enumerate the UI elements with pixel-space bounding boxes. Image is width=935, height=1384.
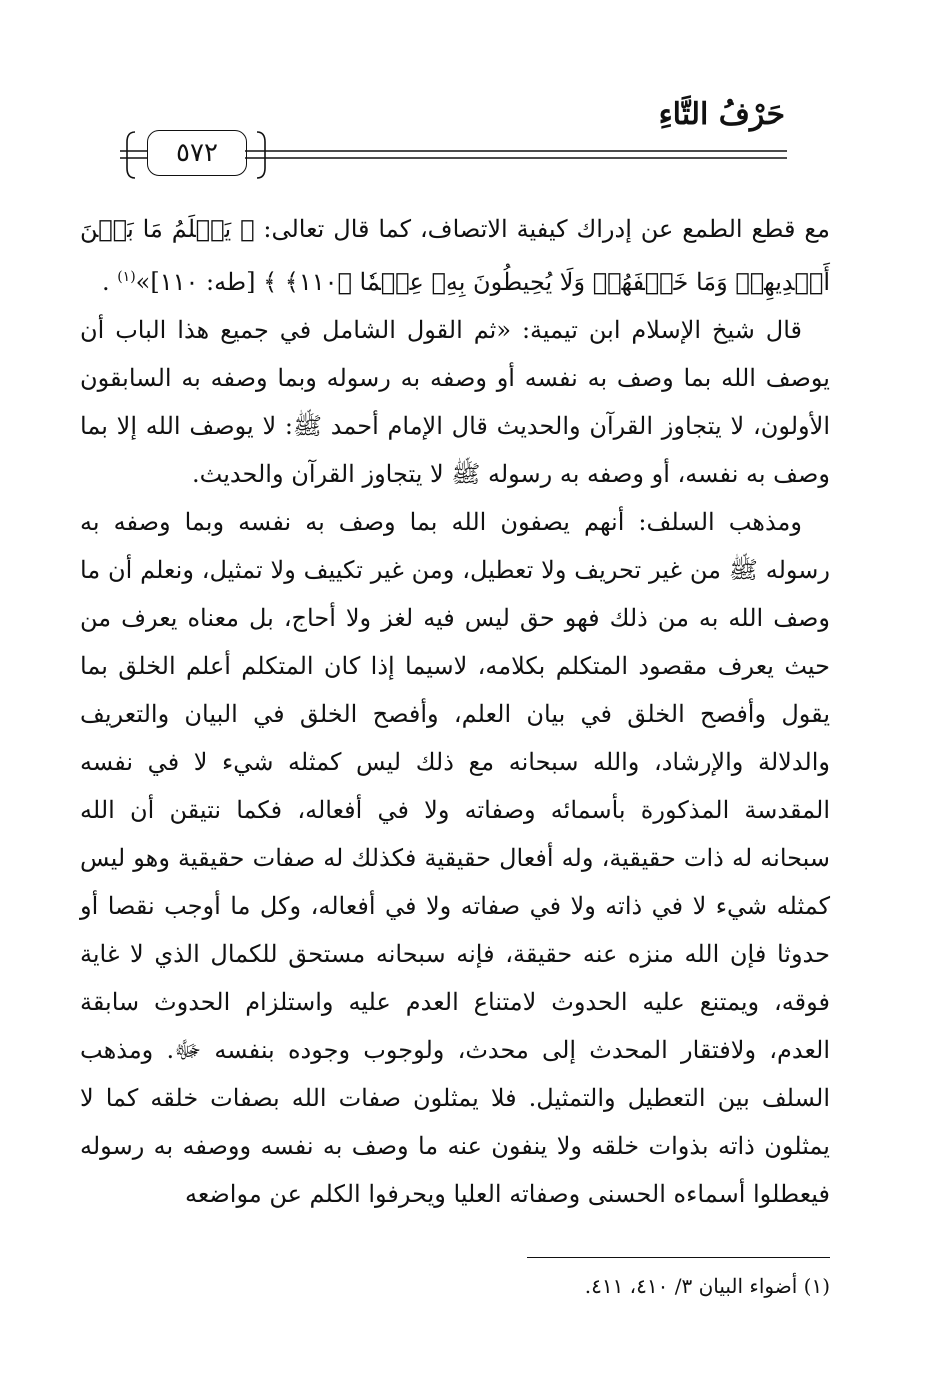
footnote-ref-1[interactable]: (١) (117, 269, 136, 285)
page-number: ٥٧٢ (147, 130, 247, 176)
paragraph-1-text: مع قطع الطمع عن إدراك كيفية الاتصاف، كما قال تعالى: ﴿ يَعۡلَمُ مَا بَيۡنَ أَيۡدِيهِمۡ وَمَا خَلۡفَهُمۡ وَلَا يُحِيطُونَ بِهِۦ عِلۡمٗا ﴿١١٠﴾ ﴾ [طه: ١١٠]» (80, 215, 830, 296)
paragraph-1 (80, 205, 830, 306)
paragraph-3: ومذهب السلف: أنهم يصفون الله بما وصف به نفسه وبما وصفه به رسوله ﷺ من غير تحريف ولا تعطيل، ومن غير تكييف ولا تمثيل، ونعلم أن ما وصف الله به من ذلك فهو حق ليس فيه لغز ولا أحاج، بل معناه يعرف من حيث يعرف مقصود المتكلم بكلامه، لاسيما إذا كان المتكلم أعلم الخلق بما يقول وأفصح الخلق في بيان العلم، وأفصح الخلق في البيان والتعريف والدلالة والإرشاد، والله سبحانه مع ذلك ليس كمثله شيء لا في نفسه المقدسة المذكورة بأسمائه وصفاته ولا في أفعاله، فكما نتيقن أن الله سبحانه له ذات حقيقية، وله أفعال حقيقية فكذلك له صفات حقيقية وهو ليس كمثله شيء لا في ذاته ولا في صفاته ولا في أفعاله، وكل ما أوجب نقصا أو حدوثا فإن الله منزه عنه حقيقة، فإنه سبحانه مستحق للكمال الذي لا غاية فوقه، ويمتنع عليه الحدوث لامتناع العدم عليه واستلزام الحدوث سابقة العدم، ولافتقار المحدث إلى محدث، ولوجوب وجوده بنفسه ﷻ. ومذهب السلف بين التعطيل والتمثيل. فلا يمثلون صفات الله بصفات خلقه كما لا يمثلون ذاته بذوات خلقه ولا ينفون عنه ما وصف به نفسه ووصفه به رسوله فيعطلوا أسماءه الحسنى وصفاته العليا ويحرفوا الكلم عن مواضعه (80, 508, 830, 1208)
running-header-title: حَرْفُ التَّاءِ (658, 97, 785, 132)
footnote-1: (١) أضواء البيان ٣/ ٤١٠، ٤١١. (584, 1274, 830, 1298)
header-rule (75, 122, 862, 182)
paragraph-1-end: . (101, 268, 118, 296)
footnote-separator (527, 1257, 830, 1258)
paragraph-2: قال شيخ الإسلام ابن تيمية: «ثم القول الشامل في جميع هذا الباب أن يوصف الله بما وصف به نفسه أو وصفه به رسوله وبما وصفه به السابقون الأولون، لا يتجاوز القرآن والحديث قال الإمام أحمد ﷺ: لا يوصف الله إلا بما وصف به نفسه، أو وصفه به رسوله ﷺ لا يتجاوز القرآن والحديث. (80, 316, 830, 488)
main-text (80, 205, 830, 1218)
